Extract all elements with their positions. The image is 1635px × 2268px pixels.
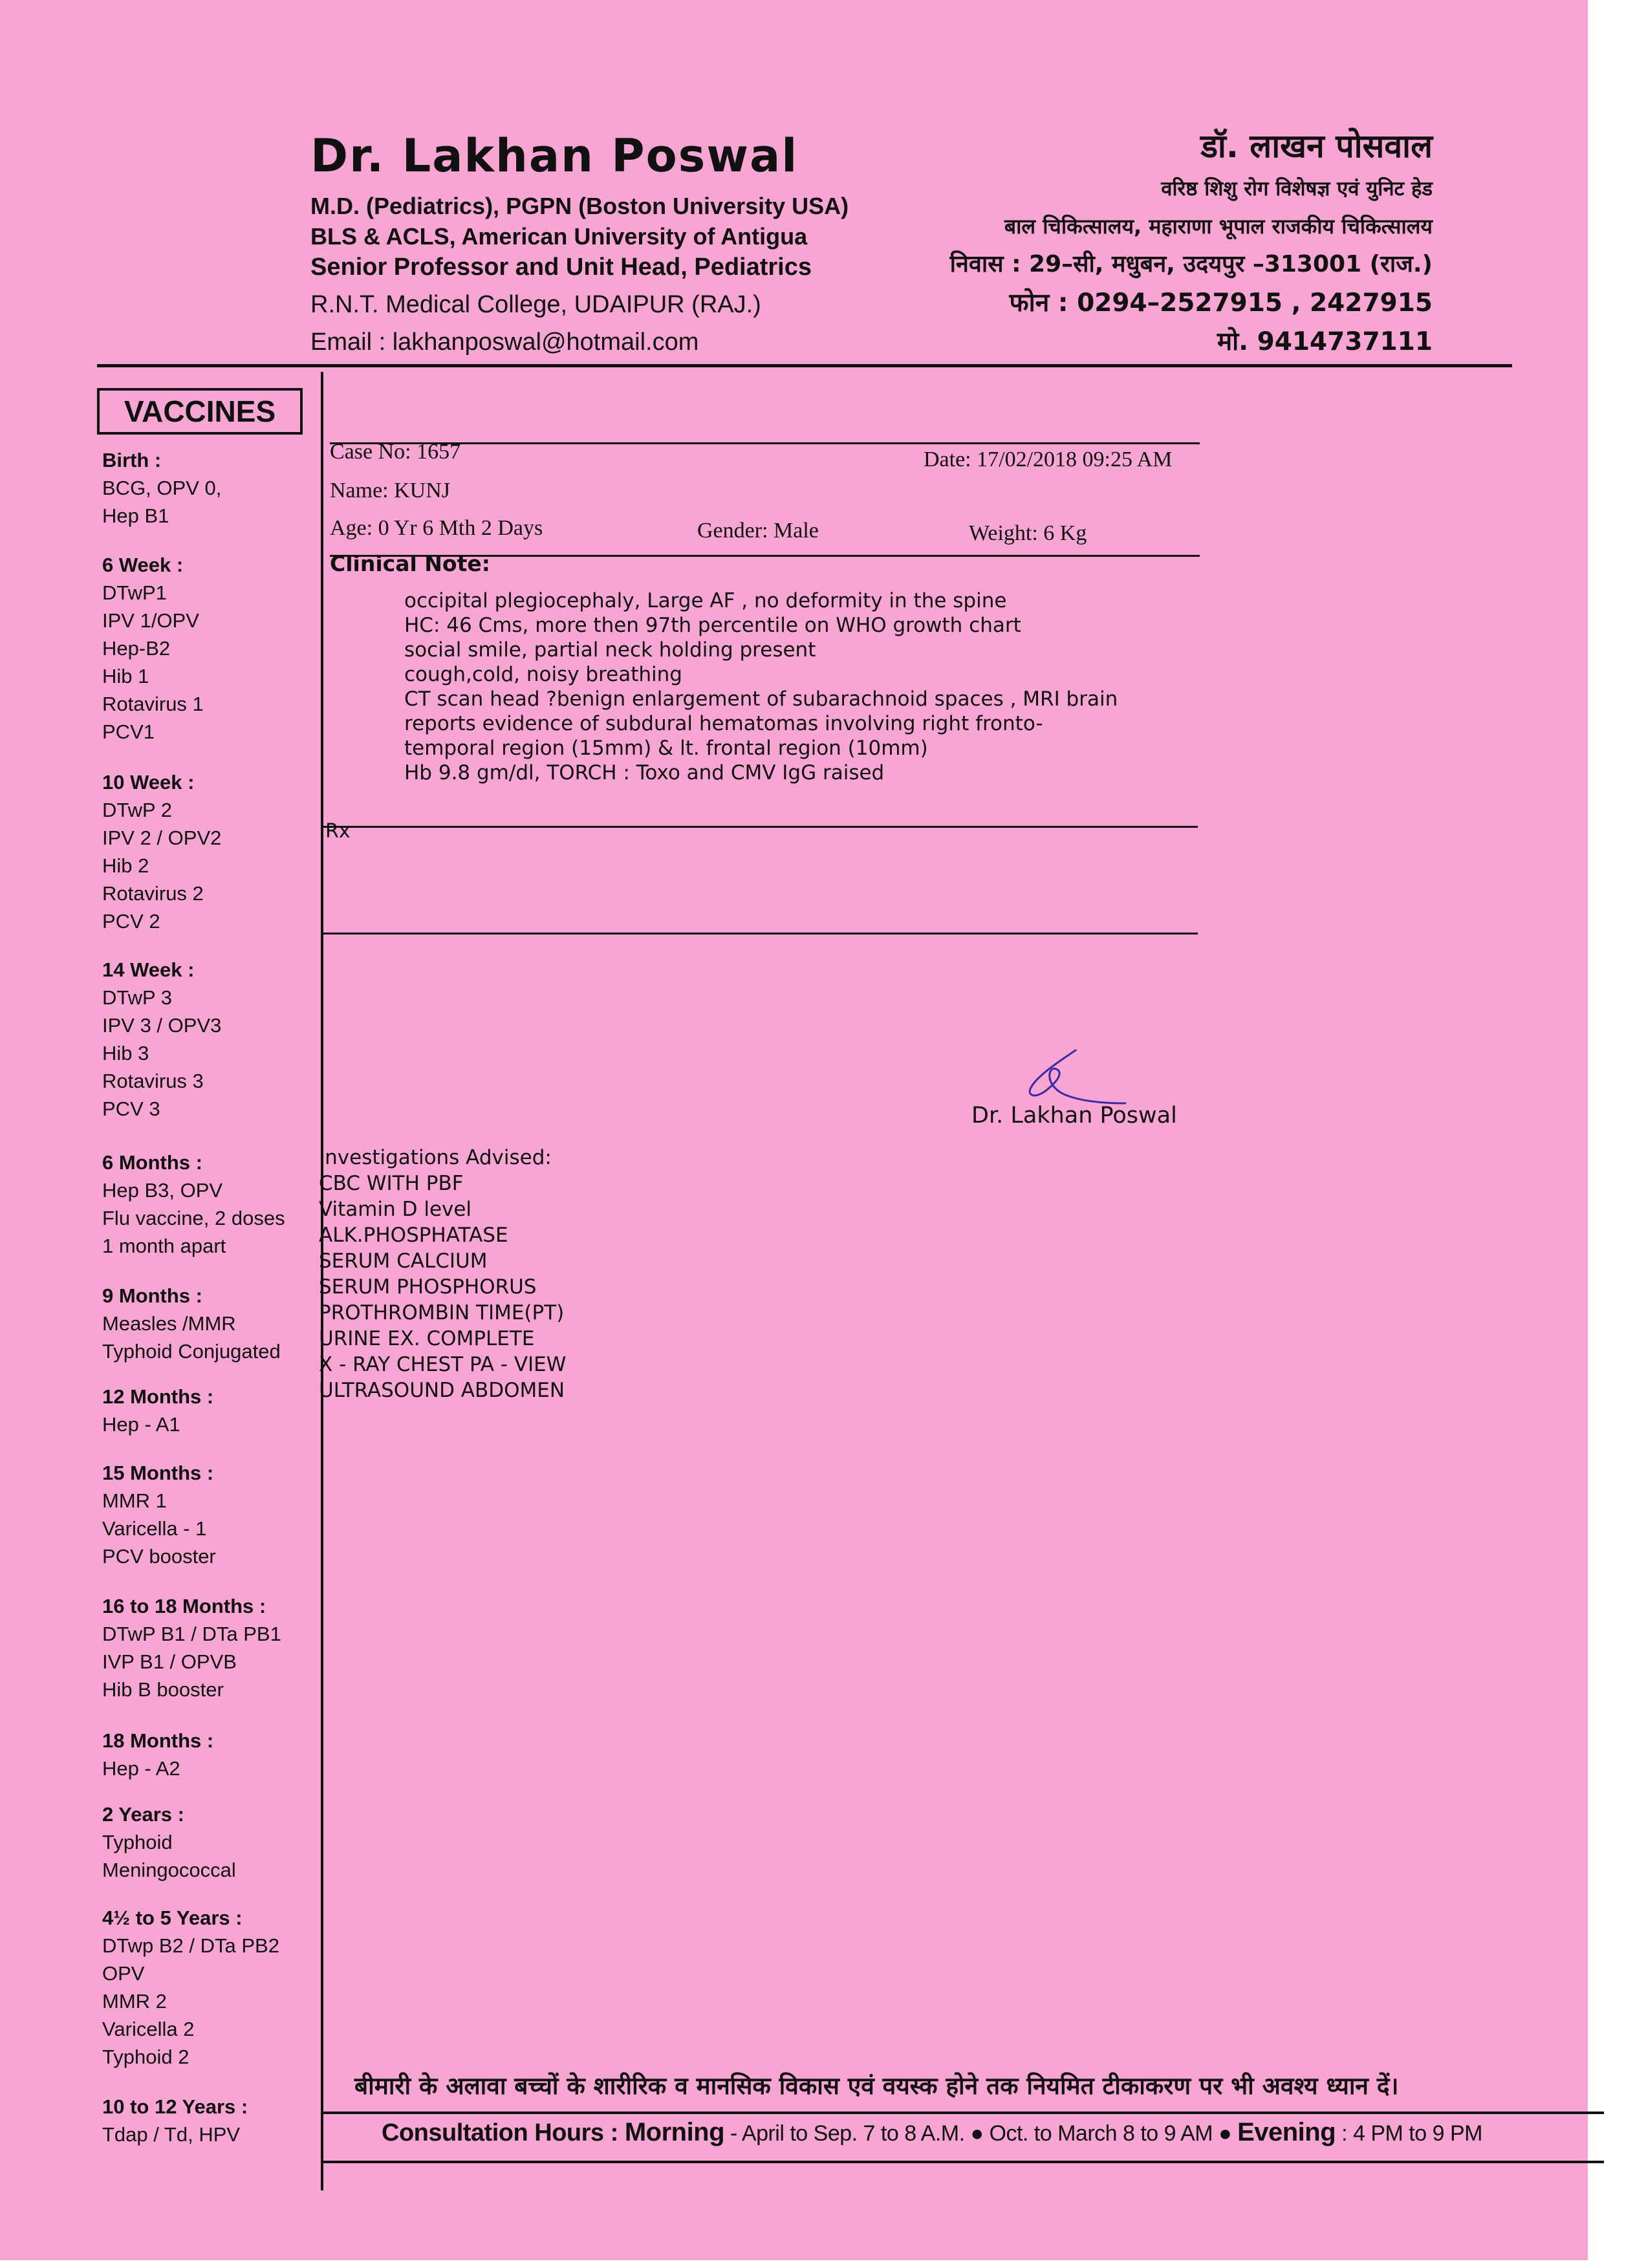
vaccine-item: Rotavirus 2: [102, 882, 204, 905]
hindi-hospital: बाल चिकित्सालय, महाराणा भूपाल राजकीय चिकित्सालय: [1004, 214, 1433, 239]
clinical-note-line: Hb 9.8 gm/dl, TORCH : Toxo and CMV IgG raised: [404, 761, 885, 784]
vaccine-item: IPV 2 / OPV2: [102, 826, 222, 849]
investigation-item: ALK.PHOSPHATASE: [319, 1224, 508, 1247]
vaccine-item: DTwP 3: [102, 986, 172, 1009]
morning-hours: - April to Sep. 7 to 8 A.M. ● Oct. to March 8 to 9 AM ●: [724, 2121, 1238, 2146]
vaccine-group-heading: 6 Months :: [102, 1151, 202, 1174]
visit-date: Date: 17/02/2018 09:25 AM: [924, 448, 1173, 471]
investigations-heading: Investigations Advised:: [319, 1146, 552, 1169]
vaccine-item: PCV booster: [102, 1545, 216, 1568]
investigation-item: PROTHROMBIN TIME(PT): [319, 1301, 565, 1324]
vaccine-group-heading: 15 Months :: [102, 1462, 214, 1484]
vaccine-group-6-months: [102, 1149, 285, 1260]
vaccine-item: DTwp B2 / DTa PB2: [102, 1934, 279, 1957]
vaccine-group-9-months: [102, 1282, 281, 1365]
college-name: R.N.T. Medical College, UDAIPUR (RAJ.): [310, 291, 761, 318]
vaccine-group-heading: 18 Months :: [102, 1729, 214, 1752]
vaccine-item: Hep - A1: [102, 1413, 180, 1436]
investigation-item: X - RAY CHEST PA - VIEW: [319, 1353, 567, 1376]
vaccine-item: PCV 3: [102, 1097, 160, 1120]
hindi-doctor-name: डॉ. लाखन पोसवाल: [1200, 127, 1433, 165]
vaccine-item: Rotavirus 1: [102, 693, 204, 715]
footer-top-rule: [323, 2111, 1604, 2114]
vaccine-item: IPV 1/OPV: [102, 609, 199, 632]
vaccine-item: Hib 2: [102, 854, 149, 877]
vaccine-group-14-week: [102, 956, 221, 1123]
credential-line-3: Senior Professor and Unit Head, Pediatrics: [310, 254, 812, 281]
case-number: Case No: 1657: [330, 440, 461, 464]
vaccine-item: Hep B3, OPV: [102, 1179, 223, 1202]
investigation-item: ULTRASOUND ABDOMEN: [319, 1379, 565, 1402]
vaccine-group-10-week: [102, 768, 221, 935]
vaccine-group-6-week: [102, 551, 204, 746]
clinical-note-line: CT scan head ?benign enlargement of subarachnoid spaces , MRI brain: [404, 687, 1118, 711]
vaccine-group-15-months: [102, 1459, 216, 1570]
vaccine-item: Varicella 2: [102, 2018, 195, 2040]
signature-mark-icon: [1019, 1046, 1129, 1108]
vaccine-item: MMR 1: [102, 1489, 167, 1512]
vaccine-item: DTwP1: [102, 581, 167, 604]
vaccine-item: Hib B booster: [102, 1678, 224, 1701]
header-rule: [97, 364, 1512, 367]
evening-hours: : 4 PM to 9 PM: [1336, 2121, 1482, 2146]
vaccine-group-heading: 9 Months :: [102, 1284, 202, 1307]
patient-gender: Gender: Male: [697, 519, 819, 543]
vaccine-item: DTwP B1 / DTa PB1: [102, 1623, 281, 1645]
evening-label: Evening: [1237, 2118, 1336, 2146]
vaccine-group-heading: 10 to 12 Years :: [102, 2095, 248, 2118]
investigation-item: SERUM CALCIUM: [319, 1249, 488, 1273]
vaccine-group-heading: 2 Years :: [102, 1803, 184, 1826]
vaccine-group-heading: 16 to 18 Months :: [102, 1595, 266, 1617]
footer-bottom-rule: [323, 2161, 1604, 2163]
vaccine-item: PCV 2: [102, 910, 160, 933]
doctor-name: Dr. Lakhan Poswal: [310, 129, 799, 182]
vaccines-title: VACCINES: [97, 388, 303, 435]
signature-name: Dr. Lakhan Poswal: [971, 1103, 1177, 1129]
email-address: Email : lakhanposwal@hotmail.com: [310, 329, 699, 356]
clinical-note-line: reports evidence of subdural hematomas involving right fronto-: [404, 712, 1043, 735]
patient-weight: Weight: 6 Kg: [969, 521, 1087, 545]
vaccine-item: IPV 3 / OPV3: [102, 1014, 222, 1037]
vaccine-group-heading: 12 Months :: [102, 1385, 214, 1408]
clinical-note-line: social smile, partial neck holding present: [404, 638, 816, 662]
vaccine-item: Meningococcal: [102, 1859, 236, 1881]
clinical-note-line: temporal region (15mm) & lt. frontal region (10mm): [404, 737, 928, 760]
investigations-list: [319, 1145, 566, 1403]
vaccine-item: Varicella - 1: [102, 1517, 207, 1540]
vaccine-item: 1 month apart: [102, 1235, 226, 1257]
vaccine-group-12-months: [102, 1383, 213, 1438]
vaccine-item: Hib 1: [102, 665, 149, 687]
investigation-item: CBC WITH PBF: [319, 1172, 464, 1195]
phone-numbers: फोन : 0294–2527915 , 2427915: [1009, 288, 1433, 318]
vaccine-item: Hib 3: [102, 1042, 149, 1064]
hindi-address: निवास : 29–सी, मधुबन, उदयपुर –313001 (राज.): [949, 251, 1433, 277]
vaccine-group-4-to-5-years: [102, 1904, 279, 2071]
clinical-note-line: occipital plegiocephaly, Large AF , no deformity in the spine: [404, 589, 1007, 612]
vaccine-item: IVP B1 / OPVB: [102, 1650, 237, 1673]
clinical-note-body: [404, 589, 1118, 785]
vaccine-group-16-to-18-months: [102, 1592, 281, 1703]
vaccine-item: Hep B1: [102, 504, 169, 527]
vaccine-group-2-years: [102, 1800, 236, 1884]
vaccine-group-heading: Birth :: [102, 449, 162, 471]
vaccine-item: Hep-B2: [102, 637, 171, 660]
vaccine-item: Typhoid 2: [102, 2046, 189, 2068]
credential-line-1: M.D. (Pediatrics), PGPN (Boston University USA): [310, 193, 849, 219]
mobile-number: मो. 9414737111: [1217, 327, 1433, 356]
vaccine-item: Tdap / Td, HPV: [102, 2123, 241, 2146]
patient-age: Age: 0 Yr 6 Mth 2 Days: [330, 516, 543, 540]
vaccine-group-heading: 6 Week :: [102, 554, 184, 576]
vaccine-group-18-months: [102, 1727, 213, 1782]
hindi-footer-note: बीमारी के अलावा बच्चों के शारीरिक व मानसिक विकास एवं वयस्क होने तक नियमित टीकाकरण पर भी अवश्य ध्यान दें।: [354, 2072, 1399, 2100]
vaccine-item: DTwP 2: [102, 799, 172, 821]
vaccine-group-heading: 10 Week :: [102, 771, 195, 794]
hindi-title: वरिष्ठ शिशु रोग विशेषज्ञ एवं युनिट हेड: [1161, 177, 1433, 200]
patient-name: Name: KUNJ: [330, 479, 451, 502]
rx-label: Rx: [325, 820, 351, 843]
investigation-item: URINE EX. COMPLETE: [319, 1327, 535, 1350]
vaccine-group-heading: 14 Week :: [102, 958, 195, 981]
investigation-item: Vitamin D level: [319, 1198, 472, 1221]
morning-label: Morning: [624, 2118, 725, 2146]
rx-top-rule: [323, 826, 1198, 828]
clinical-note-line: cough,cold, noisy breathing: [404, 663, 682, 686]
vaccine-item: Flu vaccine, 2 doses: [102, 1207, 285, 1229]
vaccine-item: BCG, OPV 0,: [102, 477, 222, 499]
vaccine-item: Typhoid: [102, 1831, 173, 1853]
vaccine-item: PCV1: [102, 720, 155, 743]
vaccine-item: OPV: [102, 1962, 145, 1985]
vaccine-group-heading: 4½ to 5 Years :: [102, 1906, 243, 1929]
vaccine-group-10-to-12-years: [102, 2093, 248, 2148]
vaccine-item: Typhoid Conjugated: [102, 1340, 281, 1363]
rx-bottom-rule: [323, 933, 1198, 934]
vaccine-item: Hep - A2: [102, 1757, 180, 1780]
consultation-hours: [382, 2118, 1482, 2147]
vaccine-item: MMR 2: [102, 1990, 167, 2013]
vaccine-group-birth: [102, 446, 221, 530]
hours-label: Consultation Hours :: [382, 2119, 625, 2146]
vaccine-item: Measles /MMR: [102, 1312, 236, 1335]
clinical-note-line: HC: 46 Cms, more then 97th percentile on WHO growth chart: [404, 614, 1021, 637]
vaccine-item: Rotavirus 3: [102, 1070, 204, 1092]
credential-line-2: BLS & ACLS, American University of Antigua: [310, 223, 808, 250]
clinical-note-heading: Clinical Note:: [330, 551, 490, 576]
investigation-item: SERUM PHOSPHORUS: [319, 1275, 537, 1299]
